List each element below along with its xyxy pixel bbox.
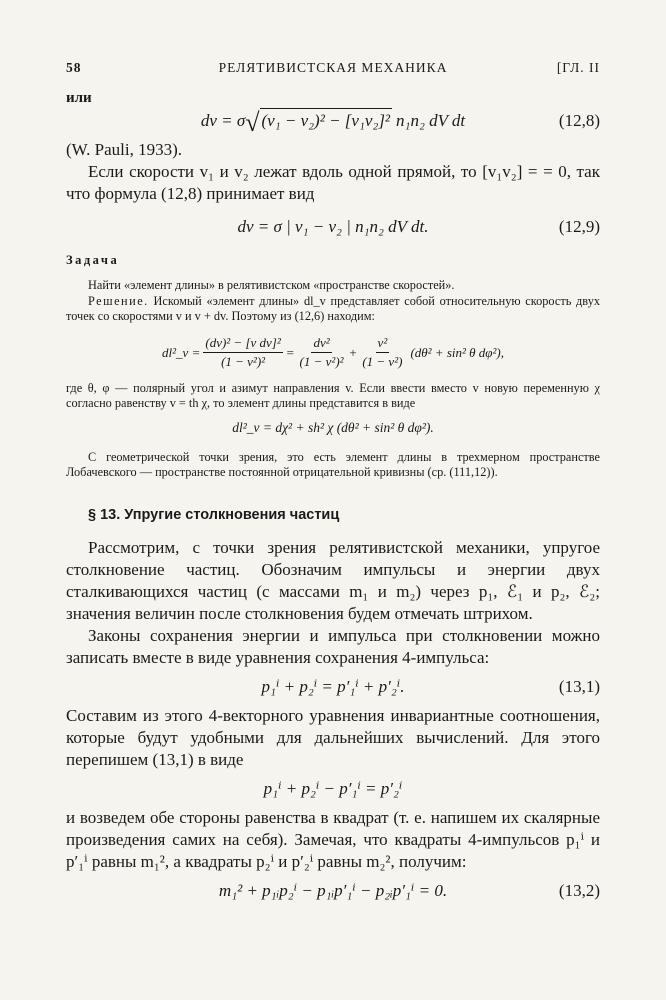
eq-12-8-tail: n₁n₂ dV dt: [396, 111, 466, 130]
chapter-label: [ГЛ. II: [556, 60, 600, 75]
solution-text: Искомый «элемент длины» dl_v представляет собой относительную скорость двух точек со скоростями v и v + dv. Поэтому из (12,6) находим:: [66, 293, 600, 323]
eq-12-9-number: (12,9): [558, 217, 600, 236]
equation-13-2: [66, 873, 600, 909]
task-statement: Найти «элемент длины» в релятивистском «пространстве скоростей».: [88, 278, 455, 292]
equation-12-9: [66, 209, 600, 245]
task-eq1-tail: (dθ² + sin² θ dφ²),: [410, 344, 504, 360]
task-text-2: где θ, φ — полярный угол и азимут направления v. Если ввести вместо v новую переменную χ согласно равенству v = th χ, то элемент длины представится в виде: [66, 380, 600, 410]
eq-12-8-number: (12,8): [558, 111, 600, 130]
eq-13-2-number: (13,2): [558, 880, 600, 900]
fraction-2: [298, 335, 346, 370]
paragraph-4: Составим из этого 4-векторного уравнения инвариантные соотношения, которые будут удобными для дальнейших вычислений. Для этого перепишем (13,1) в виде: [66, 705, 600, 769]
paragraph-2: Рассмотрим, с точки зрения релятивистской механики, упругое столкновение частиц. Обозначим импульсы и энергии двух сталкивающихся частиц (с массами m₁ и m₂) через p₁, ℰ₁ и p₂, ℰ₂; значения величин после столкновения будем отмечать штрихом.: [66, 537, 600, 623]
running-header: [66, 52, 600, 78]
equals-sign: =: [285, 344, 295, 360]
eq-13-1-text: p₁ⁱ + p₂ⁱ = p′₁ⁱ + p′₂ⁱ.: [261, 676, 405, 696]
fraction-1-numerator: (dv)² − [v dv]²: [203, 335, 282, 353]
plus-sign: +: [348, 344, 358, 360]
equation-13-1: [66, 669, 600, 705]
paragraph-3: Законы сохранения энергии и импульса при столкновении можно записать вместе в виде уравнения сохранения 4-импульса:: [66, 625, 600, 667]
task-title: Задача: [66, 253, 120, 267]
fraction-3-denominator: (1 − v²): [362, 354, 403, 369]
task-equation-1: [66, 331, 600, 375]
equation-13-1-rewritten: [66, 771, 600, 807]
running-title: РЕЛЯТИВИСТСКАЯ МЕХАНИКА: [218, 60, 448, 75]
eq-13-1b-text: p₁ⁱ + p₂ⁱ − p′₁ⁱ = p′₂ⁱ: [263, 778, 403, 798]
eq-12-8-lhs: dν = σ: [200, 111, 246, 130]
equation-12-8: [66, 103, 600, 139]
paragraph-1: Если скорости v₁ и v₂ лежат вдоль одной прямой, то [v₁v₂] = = 0, так что формула (12,8) принимает вид: [66, 162, 600, 203]
task-equation-2: [66, 412, 600, 444]
task-text-3: С геометрической точки зрения, это есть элемент длины в трехмерном пространстве Лобачевского — пространстве постоянной отрицательной кривизны (ср. (111,12)).: [66, 449, 600, 479]
fraction-3-numerator: v²: [376, 335, 390, 353]
eq-12-8-radicand: (v₁ − v₂)² − [v₁v₂]²: [260, 108, 393, 134]
or-word: или: [66, 90, 92, 106]
task-eq2-text: dl²_v = dχ² + sh² χ (dθ² + sin² θ dφ²).: [232, 419, 434, 435]
solution-label: Решение.: [88, 293, 149, 308]
fraction-3: [360, 335, 404, 370]
eq-13-1-number: (13,1): [558, 676, 600, 696]
fraction-2-numerator: dv²: [311, 335, 331, 353]
fraction-2-denominator: (1 − v²)²: [299, 354, 344, 369]
task-solution: [66, 294, 600, 325]
square-root: [245, 108, 392, 137]
eq-13-2-text: m₁² + p₁ᵢp₂ⁱ − p₁ᵢp′₁ⁱ − p₂ᵢp′₁ⁱ = 0.: [218, 880, 448, 900]
page-number: 58: [66, 60, 82, 75]
fraction-1-denominator: (1 − v²)²: [221, 354, 266, 369]
eq-12-9-text: dν = σ | v₁ − v₂ | n₁n₂ dV dt.: [237, 217, 429, 236]
paragraph-5: и возведем обе стороны равенства в квадрат (т. е. напишем их скалярные произведения самих на себя). Замечая, что квадраты 4-импульсов p₁ⁱ и p′₁ⁱ равны m₁², а квадраты p₂ⁱ и p′₂ⁱ равны m₂², получим:: [66, 807, 600, 871]
radical-sign-icon: √: [245, 108, 260, 137]
section-title: § 13. Упругие столкновения частиц: [88, 506, 340, 523]
citation: (W. Pauli, 1933).: [66, 140, 183, 159]
fraction-1: [203, 335, 282, 370]
task-eq1-lhs: dl²_v =: [162, 344, 201, 360]
